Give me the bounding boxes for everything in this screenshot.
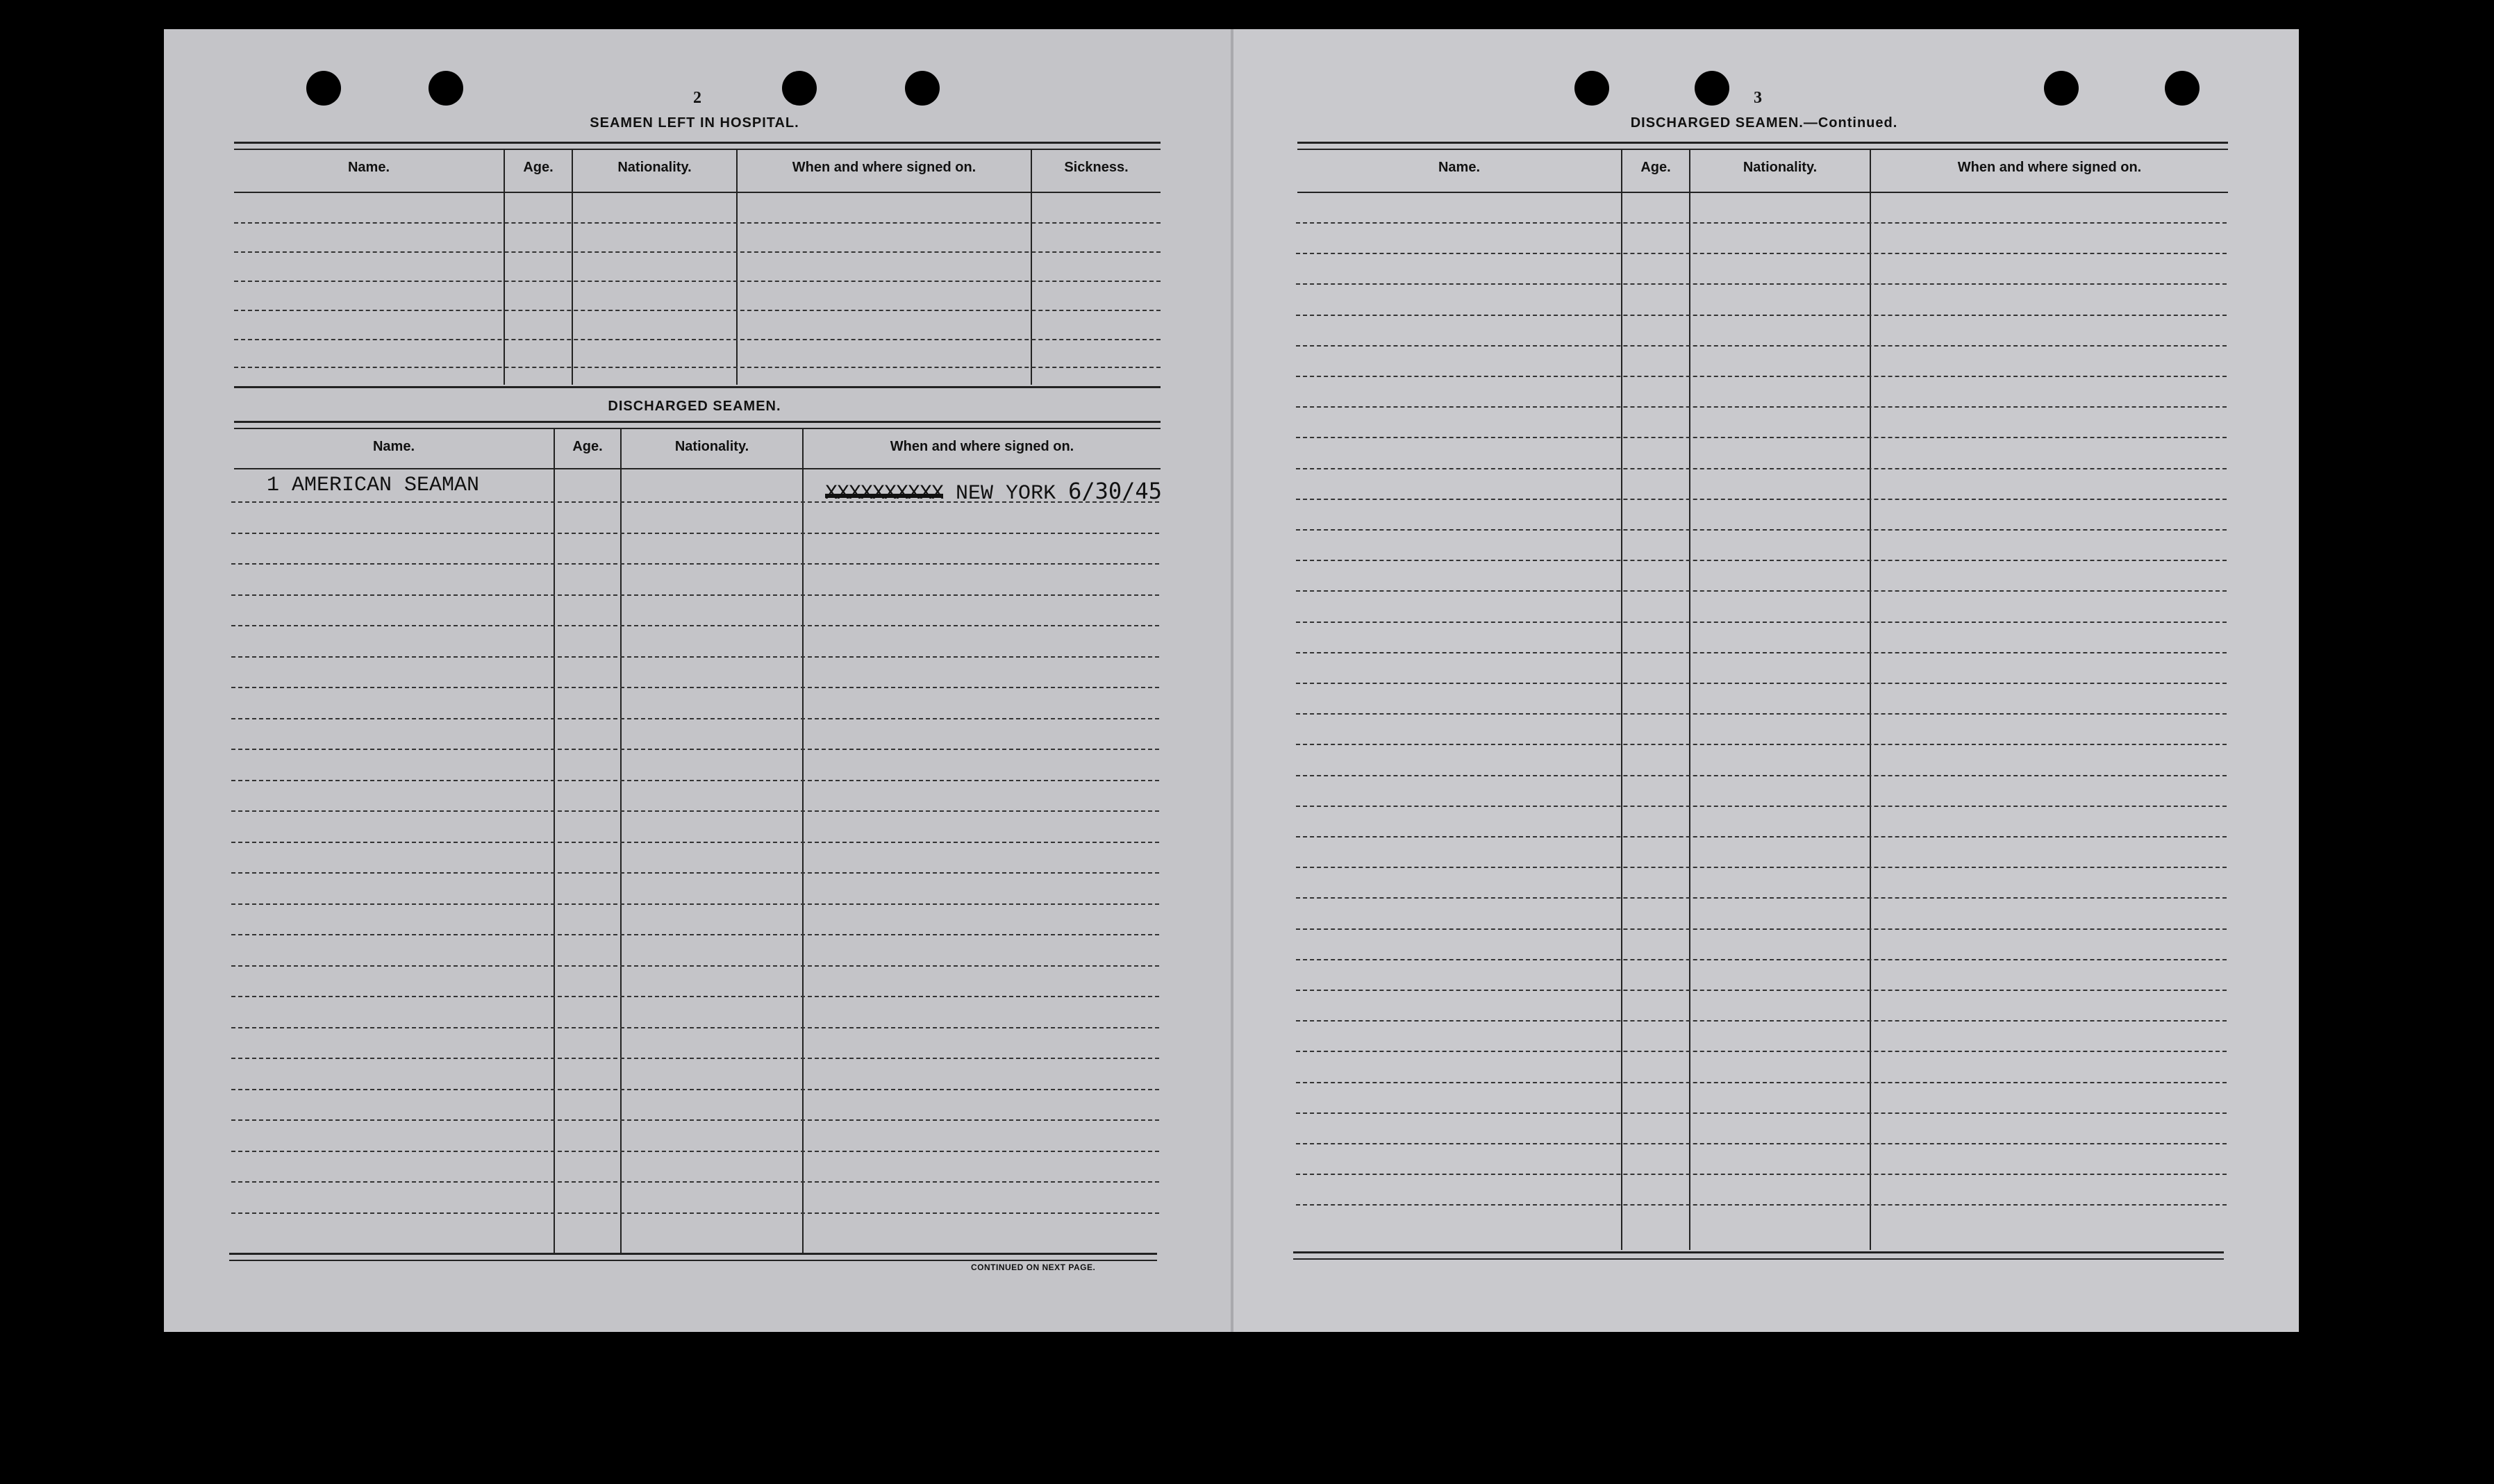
column-divider: [504, 149, 505, 385]
table-row: [1296, 590, 2227, 592]
table-row: [1296, 713, 2227, 715]
punch-hole: [2044, 71, 2079, 106]
table-row: [231, 1089, 1159, 1090]
hospital-section-title: SEAMEN LEFT IN HOSPITAL.: [590, 115, 799, 131]
column-header-nationality: Nationality.: [1743, 160, 1818, 175]
punch-hole: [905, 71, 940, 106]
table-row: [1296, 376, 2227, 377]
table-row: [1296, 529, 2227, 531]
table-row: [1296, 683, 2227, 684]
table-row: [1296, 806, 2227, 807]
table-row: [1296, 1204, 2227, 1206]
table-row: [1296, 990, 2227, 991]
rule: [1297, 149, 2228, 150]
punch-hole: [429, 71, 463, 106]
table-row: [1296, 1112, 2227, 1114]
discharged-section-title: DISCHARGED SEAMEN.: [608, 399, 781, 414]
column-header-nationality: Nationality.: [617, 160, 692, 175]
table-row: [231, 842, 1159, 843]
header-underline: [234, 192, 1161, 193]
table-row: [231, 872, 1159, 874]
table-row: [1296, 959, 2227, 960]
right-page: [1232, 29, 2299, 1332]
column-divider: [554, 428, 555, 1253]
rule: [234, 142, 1161, 144]
table-row: [1296, 1174, 2227, 1175]
table-row: [1296, 744, 2227, 745]
table-row: [234, 222, 1161, 224]
table-row: [234, 251, 1161, 253]
column-header-signed-on: When and where signed on.: [792, 160, 976, 175]
table-row: [231, 1151, 1159, 1152]
discharged-continued-title: DISCHARGED SEAMEN.—Continued.: [1630, 115, 1898, 131]
rule: [234, 428, 1161, 429]
table-row: [231, 594, 1159, 596]
table-row: [1296, 928, 2227, 930]
table-row: [234, 367, 1161, 368]
column-header-name: Name.: [1438, 160, 1481, 175]
column-divider: [572, 149, 573, 385]
table-row: [1296, 560, 2227, 561]
page-number: 2: [693, 89, 701, 107]
punch-hole: [306, 71, 341, 106]
column-header-nationality: Nationality.: [674, 439, 749, 454]
column-header-name: Name.: [347, 160, 390, 175]
table-row: [231, 563, 1159, 565]
table-row: [231, 718, 1159, 719]
continued-note: CONTINUED ON NEXT PAGE.: [971, 1262, 1096, 1272]
table-row: [1296, 897, 2227, 899]
table-row: [231, 965, 1159, 967]
rule: [229, 1253, 1157, 1255]
table-row: [1296, 468, 2227, 469]
punch-hole: [782, 71, 817, 106]
rule: [1293, 1258, 2224, 1260]
rule: [1297, 142, 2228, 144]
table-row: [1296, 1020, 2227, 1022]
column-header-age: Age.: [572, 439, 603, 454]
entry-date: 6/30/45: [1068, 478, 1162, 504]
table-row: [231, 1119, 1159, 1121]
table-row: [231, 1181, 1159, 1183]
rule: [234, 421, 1161, 423]
table-row: [234, 310, 1161, 311]
table-row: [1296, 499, 2227, 500]
punch-hole: [2165, 71, 2200, 106]
struck-text: XXXXXXXXXX: [825, 482, 944, 506]
entry-signed-on: [825, 478, 1162, 506]
entry-name: 1 AMERICAN SEAMAN: [267, 474, 480, 497]
table-row: [231, 1027, 1159, 1028]
table-row: [1296, 775, 2227, 776]
table-row: [1296, 1082, 2227, 1083]
table-row: [1296, 1143, 2227, 1144]
table-row: [231, 687, 1159, 688]
entry-place: NEW YORK: [956, 482, 1056, 506]
table-row: [1296, 652, 2227, 653]
table-row: [1296, 867, 2227, 868]
page-fold: [1231, 29, 1233, 1332]
table-row: [231, 903, 1159, 905]
table-row: [1296, 345, 2227, 347]
table-row: [231, 656, 1159, 658]
column-divider: [1031, 149, 1032, 385]
table-row: [231, 1058, 1159, 1059]
rule: [229, 1260, 1157, 1261]
column-header-signed-on: When and where signed on.: [1957, 160, 2142, 175]
column-divider: [802, 428, 804, 1253]
column-divider: [620, 428, 622, 1253]
header-underline: [1297, 192, 2228, 193]
table-row: [231, 749, 1159, 750]
column-header-age: Age.: [523, 160, 554, 175]
table-row: [1296, 836, 2227, 837]
column-header-sickness: Sickness.: [1064, 160, 1129, 175]
rule: [234, 386, 1161, 388]
punch-hole: [1574, 71, 1609, 106]
rule: [234, 149, 1161, 150]
table-row: [231, 1212, 1159, 1214]
header-underline: [234, 468, 1161, 469]
column-header-name: Name.: [372, 439, 415, 454]
table-row: [234, 281, 1161, 282]
table-row: [1296, 406, 2227, 408]
table-row: [231, 810, 1159, 812]
table-row: [231, 996, 1159, 997]
punch-hole: [1695, 71, 1729, 106]
left-page: [164, 29, 1232, 1332]
table-row: [231, 780, 1159, 781]
table-row: [1296, 283, 2227, 285]
page-number: 3: [1754, 89, 1762, 107]
table-row: [231, 625, 1159, 626]
column-divider: [736, 149, 738, 385]
column-header-signed-on: When and where signed on.: [890, 439, 1074, 454]
table-row: [1296, 1051, 2227, 1052]
table-row: [1296, 622, 2227, 623]
table-row: [231, 934, 1159, 935]
column-header-age: Age.: [1640, 160, 1671, 175]
rule: [1293, 1251, 2224, 1253]
table-row: [231, 533, 1159, 534]
table-row: [1296, 437, 2227, 438]
table-row: [1296, 315, 2227, 316]
table-row: [1296, 222, 2227, 224]
table-row: [234, 339, 1161, 340]
table-row: [1296, 253, 2227, 254]
